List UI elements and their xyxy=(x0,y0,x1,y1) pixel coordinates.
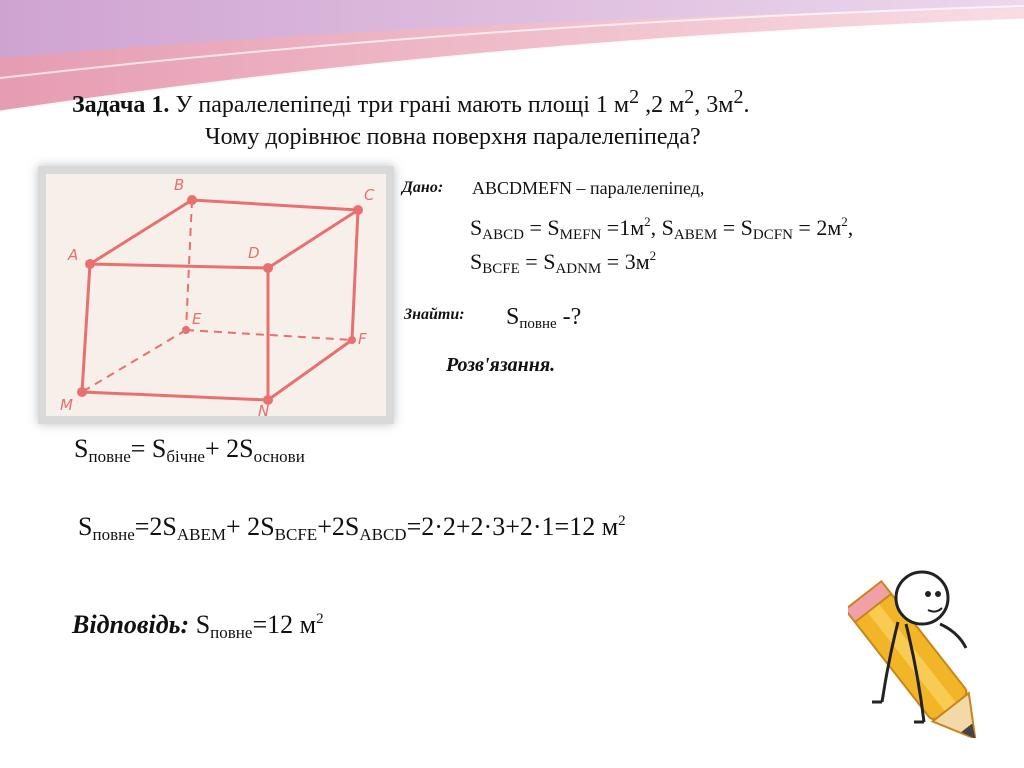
question-mark: -? xyxy=(556,304,582,330)
area-value: = 3м xyxy=(601,249,650,274)
edge-AD xyxy=(90,264,268,268)
given-areas-line1 xyxy=(470,214,853,244)
exponent: 2 xyxy=(684,86,695,108)
area-symbol: S xyxy=(162,512,177,541)
vertex-E xyxy=(182,326,190,334)
area-value: =1м xyxy=(601,215,645,240)
exponent: 2 xyxy=(316,611,324,627)
problem-text-part: . xyxy=(743,92,750,118)
vertex-B xyxy=(187,195,197,205)
exponent: 2 xyxy=(841,214,848,229)
exponent: 2 xyxy=(644,214,651,229)
given-areas-line2 xyxy=(470,248,656,278)
area-symbol: S xyxy=(543,249,556,274)
given-label: Дано: xyxy=(402,179,444,196)
area-subscript: ABCD xyxy=(482,227,524,243)
area-symbol: S xyxy=(74,434,89,463)
character-arm xyxy=(940,624,966,648)
find-label: Знайти: xyxy=(404,306,465,323)
edge-MA xyxy=(82,264,90,392)
vertex-D xyxy=(263,263,273,273)
area-subscript: BCFE xyxy=(482,261,520,277)
edge-BC xyxy=(192,200,358,210)
equals: =2 xyxy=(134,512,163,541)
edge-CF xyxy=(352,210,358,340)
area-value: = 2м xyxy=(792,215,842,240)
edge-EM-hidden xyxy=(82,330,186,392)
pencil-character-illustration xyxy=(848,552,1000,738)
edge-DC xyxy=(268,210,358,268)
character-eye xyxy=(925,591,931,597)
edge-NM xyxy=(82,392,268,400)
label-F: F xyxy=(358,330,367,348)
vertex-F xyxy=(348,336,356,344)
label-C: C xyxy=(364,186,375,204)
area-symbol: S xyxy=(344,512,360,541)
edge-AB xyxy=(90,200,192,264)
vertex-M xyxy=(77,387,87,397)
area-subscript: ABEM xyxy=(176,525,227,544)
problem-label: Задача 1. xyxy=(72,92,170,118)
exponent: 2 xyxy=(629,86,640,108)
operator: +2 xyxy=(317,512,345,541)
area-subscript: ABCD xyxy=(359,525,407,544)
parallelepiped-diagram xyxy=(46,174,386,416)
exponent: 2 xyxy=(618,513,626,529)
label-B: B xyxy=(174,176,185,194)
area-subscript: DCFN xyxy=(752,227,793,243)
area-subscript: повне xyxy=(519,316,557,332)
area-symbol: S xyxy=(661,215,674,240)
area-subscript: BCFE xyxy=(274,525,318,544)
answer-label: Відповідь: xyxy=(72,610,190,639)
area-symbol: S xyxy=(506,304,520,330)
answer xyxy=(72,610,324,643)
exponent: 2 xyxy=(649,248,657,263)
area-symbol: S xyxy=(239,434,254,463)
area-subscript: повне xyxy=(88,447,131,466)
parallelepiped-figure xyxy=(38,166,394,424)
area-subscript: MEFN xyxy=(559,227,602,243)
edge-FN xyxy=(268,340,352,400)
area-symbol: S xyxy=(740,215,753,240)
label-N: N xyxy=(258,402,270,416)
problem-statement xyxy=(72,86,749,119)
problem-question: Чому дорівнює повна поверхня паралелепіпеда? xyxy=(205,124,701,150)
find-target xyxy=(506,304,581,333)
label-A: A xyxy=(68,246,79,264)
area-symbol: S xyxy=(547,215,560,240)
equals: = xyxy=(519,249,544,274)
label-E: E xyxy=(192,310,202,328)
calculation-result: =2·2+2·3+2·1=12 м xyxy=(406,512,619,541)
area-subscript: повне xyxy=(92,525,135,544)
area-subscript: повне xyxy=(210,623,253,642)
separator: , xyxy=(847,215,854,240)
equals: = xyxy=(130,434,152,463)
vertex-A xyxy=(85,259,95,269)
problem-text-part: , 3м xyxy=(694,92,734,118)
exponent: 2 xyxy=(733,86,744,108)
area-symbol: S xyxy=(470,215,483,240)
area-symbol: S xyxy=(189,610,211,639)
operator: + 2 xyxy=(204,434,240,463)
character-eye xyxy=(935,591,941,597)
separator: , xyxy=(650,215,662,240)
solution-heading: Розв'язання. xyxy=(446,354,556,376)
answer-value: =12 м xyxy=(252,610,317,639)
given-text: ABCDMEFN – паралелепіпед, xyxy=(472,178,705,198)
character-head xyxy=(896,572,948,624)
formula-total-area xyxy=(74,434,305,467)
vertex-C xyxy=(353,205,363,215)
area-symbol: S xyxy=(470,249,483,274)
area-subscript: ABEM xyxy=(673,227,718,243)
area-subscript: бічне xyxy=(166,447,205,466)
label-M: M xyxy=(60,396,73,414)
area-symbol: S xyxy=(151,434,167,463)
area-symbol: S xyxy=(260,512,275,541)
area-subscript: ADNM xyxy=(555,261,602,277)
problem-text-part: ,2 м xyxy=(639,92,685,118)
problem-text: У паралелепіпеді три грані мають площі 1 м xyxy=(175,92,630,118)
equals: = xyxy=(523,215,548,240)
equals: = xyxy=(717,215,741,240)
label-D: D xyxy=(248,244,260,262)
area-subscript: основи xyxy=(253,447,305,466)
area-symbol: S xyxy=(78,512,93,541)
formula-calculation xyxy=(78,512,626,545)
operator: + 2 xyxy=(226,512,261,541)
